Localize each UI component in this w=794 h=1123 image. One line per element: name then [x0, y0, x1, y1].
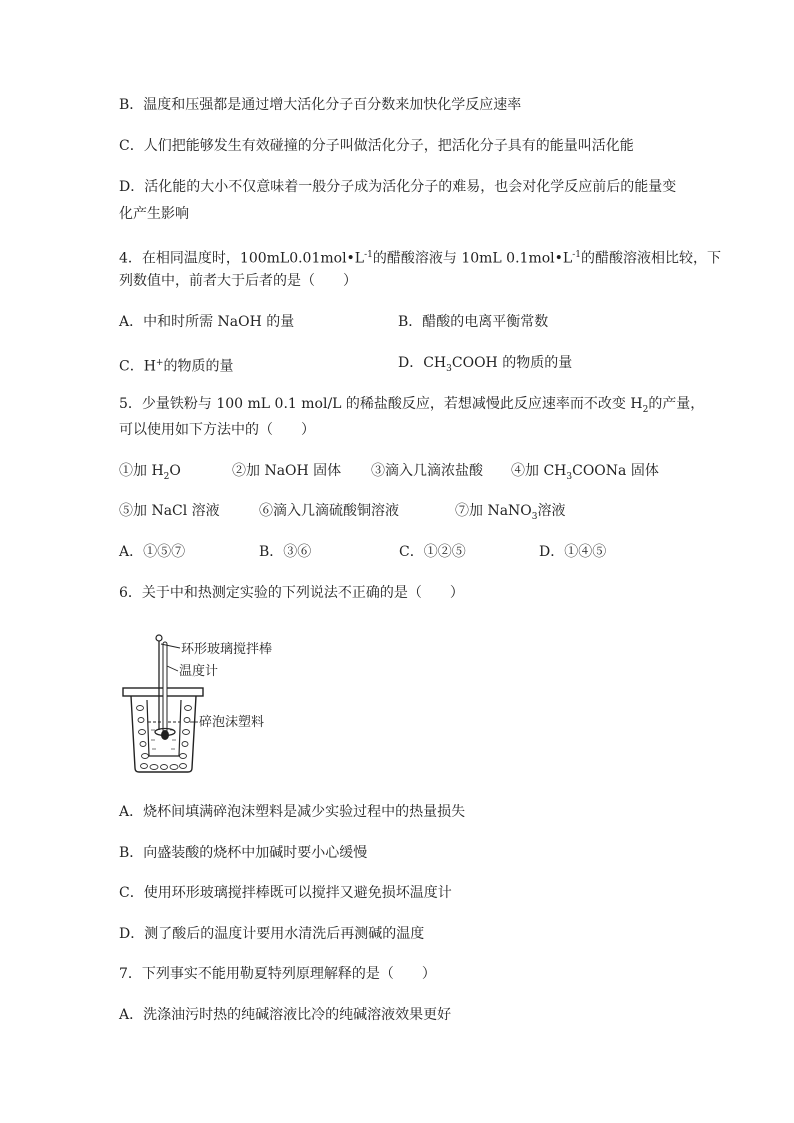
label-thermometer: 温度计: [179, 664, 219, 679]
q5-method-4-part-a: ④加 CH: [511, 463, 567, 479]
q5-method-4: [511, 462, 659, 486]
thermometer: [163, 642, 167, 732]
q5-method-5: ⑤加 NaCl 溶液: [119, 503, 220, 519]
q5-option-a: A．①⑤⑦: [119, 544, 186, 560]
q4-option-d: [398, 354, 572, 378]
q4-option-c-sup: +: [155, 358, 164, 368]
leader-thermometer: [167, 666, 178, 671]
q4-option-c: [119, 354, 233, 376]
q4-stem-line1: [119, 246, 721, 268]
q7-option-a: A．洗涤油污时热的纯碱溶液比冷的纯碱溶液效果更好: [119, 1007, 452, 1023]
q4-option-d-sub: 3: [446, 363, 452, 374]
q4-stem-line2: 列数值中，前者大于后者的是（ ）: [119, 273, 357, 289]
q6-option-b: B．向盛装酸的烧杯中加碱时要小心缓慢: [119, 845, 368, 861]
q5-option-d: D．①④⑤: [539, 544, 607, 560]
q4-stem-part-c: 的醋酸溶液相比较，下: [580, 250, 721, 267]
q5-method-7-part-a: ⑦加 NaNO: [455, 503, 532, 519]
q5-option-b: B．③⑥: [259, 544, 312, 560]
q4-stem-sup2: -1: [572, 250, 581, 260]
q6-stem: 6．关于中和热测定实验的下列说法不正确的是（ ）: [119, 585, 464, 601]
q3-option-d-line1: D．活化能的大小不仅意味着一般分子成为活化分子的难易，也会对化学反应前后的能量变: [119, 179, 677, 195]
calorimeter-figure: [118, 630, 318, 780]
q4-option-b: B．醋酸的电离平衡常数: [398, 314, 549, 330]
q5-method-6: ⑥滴入几滴硫酸铜溶液: [259, 503, 399, 519]
q5-method-1-sub: 2: [163, 471, 170, 482]
q6-option-c: C．使用环形玻璃搅拌棒既可以搅拌又避免损坏温度计: [119, 885, 452, 901]
q5-method-1: [119, 462, 181, 486]
q3-option-c: C．人们把能够发生有效碰撞的分子叫做活化分子，把活化分子具有的能量叫活化能: [119, 138, 634, 154]
q5-method-1-part-a: ①加 H: [119, 463, 164, 479]
q5-stem-line2: 可以使用如下方法中的（ ）: [119, 422, 315, 438]
q5-stem-part-b: 的产量，: [648, 396, 705, 412]
q5-method-7-part-b: 溶液: [537, 503, 566, 519]
stirrer-top-ring: [156, 635, 162, 641]
q4-option-c-part-a: C．H: [119, 358, 156, 375]
q4-option-c-part-b: 的物质的量: [163, 358, 234, 375]
q4-stem-part-b: 的醋酸溶液与 10mL 0.1mol•L: [372, 250, 573, 267]
q5-method-7: [455, 502, 566, 526]
q6-option-a: A．烧杯间填满碎泡沫塑料是减少实验过程中的热量损失: [119, 804, 466, 820]
q5-stem-line1: [119, 395, 704, 419]
q5-method-1-part-b: O: [169, 463, 181, 479]
label-foam: 碎泡沫塑料: [199, 715, 265, 730]
q3-option-b: B．温度和压强都是通过增大活化分子百分数来加快化学反应速率: [119, 97, 522, 113]
q4-stem-sup1: -1: [364, 250, 373, 260]
q5-method-2: ②加 NaOH 固体: [232, 463, 342, 479]
q4-option-d-part-b: COOH 的物质的量: [451, 355, 573, 371]
q5-method-3: ③滴入几滴浓盐酸: [371, 463, 483, 479]
q4-option-a: A．中和时所需 NaOH 的量: [119, 314, 295, 330]
q5-stem-part-a: 5．少量铁粉与 100 mL 0.1 mol/L 的稀盐酸反应，若想减慢此反应速率而不改变 H: [119, 396, 643, 412]
q5-method-4-sub: 3: [566, 471, 573, 482]
q5-method-4-part-b: COONa 固体: [572, 463, 659, 479]
label-stirrer: 环形玻璃搅拌棒: [181, 642, 273, 657]
q4-stem-part-a: 4．在相同温度时，100mL0.01mol•L: [119, 250, 365, 267]
q6-option-d: D．测了酸后的温度计要用水清洗后再测碱的温度: [119, 926, 425, 942]
q5-stem-sub: 2: [642, 404, 649, 415]
q5-option-c: C．①②⑤: [399, 544, 466, 560]
q7-stem: 7．下列事实不能用勒夏特列原理解释的是（ ）: [119, 966, 436, 982]
q4-option-d-part-a: D．CH: [398, 355, 447, 371]
q3-option-d-line2: 化产生影响: [119, 206, 189, 222]
q5-method-7-sub: 3: [531, 511, 538, 522]
